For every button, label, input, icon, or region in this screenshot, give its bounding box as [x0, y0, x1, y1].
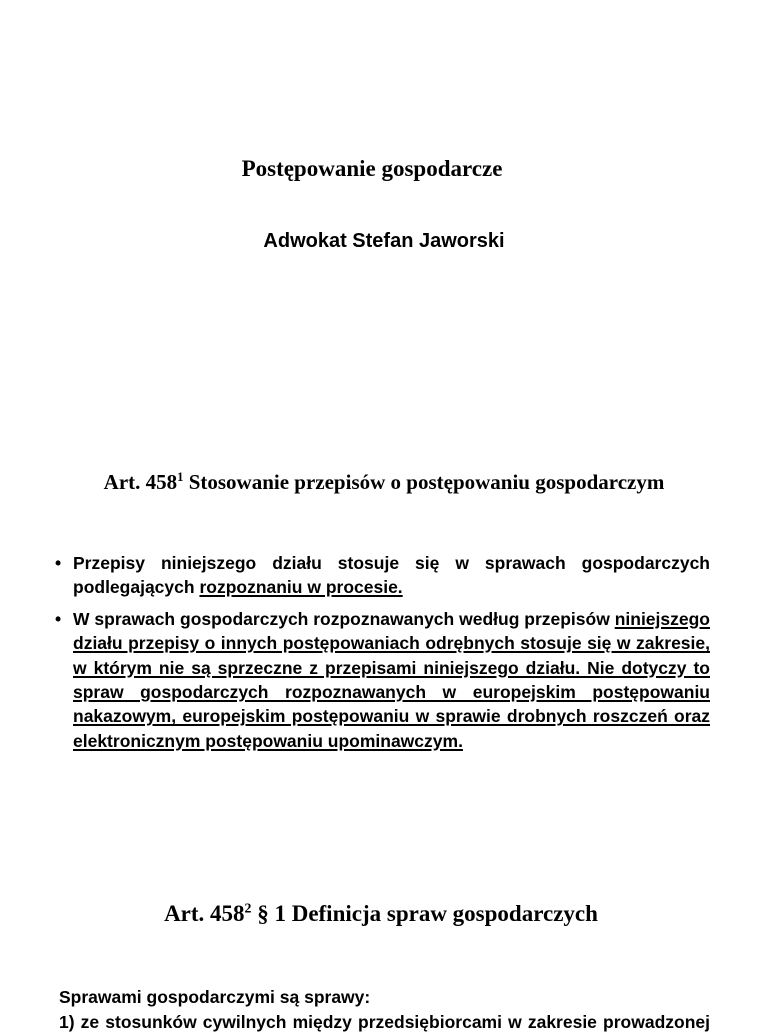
article-458-2-title: § 1 Definicja spraw gospodarczych: [251, 901, 598, 926]
article-458-1-superscript: 1: [177, 470, 184, 484]
article-458-1-bullet-list: [55, 551, 710, 753]
article-458-1-prefix: Art. 458: [103, 470, 178, 494]
document-author: Adwokat Stefan Jaworski: [263, 230, 505, 252]
bullet-mark: •: [55, 608, 62, 629]
document-title: Postępowanie gospodarcze: [241, 156, 503, 181]
bullet-item-1: [55, 551, 710, 600]
bullet-1-underlined-text: rozpoznaniu w procesie.: [199, 577, 403, 598]
article-458-2-superscript: 2: [244, 900, 252, 916]
article-458-2-prefix: Art. 458: [164, 901, 245, 926]
article-458-1-heading: [0, 470, 768, 495]
bullet-1-text: Przepisy niniejszego działu stosuje się w sprawach gospodarczych podlegających: [73, 553, 710, 598]
business-cases-intro: Sprawami gospodarczymi są sprawy:: [59, 987, 371, 1007]
bullet-2-underlined-text: niniejszego działu przepisy o innych postępowaniach odrębnych stosuje się w zakresie, w którym nie są sprzeczne z przepisami niniejszego działu. Nie dotyczy to spraw gospodarczych rozpoznawanych w europejskim postępowaniu nakazowym, europejskim postępowaniu w sprawie drobnych roszczeń oraz elektronicznym postępowaniu upominawczym.: [73, 608, 710, 751]
bullet-item-2: [55, 607, 710, 753]
article-458-1-title: Stosowanie przepisów o postępowaniu gospodarczym: [183, 470, 665, 494]
definition-point-1: 1) ze stosunków cywilnych między przedsiębiorcami w zakresie prowadzonej: [59, 1012, 710, 1032]
bullet-mark: •: [55, 553, 62, 573]
article-458-2-heading: [0, 901, 762, 927]
bullet-2-text: W sprawach gospodarczych rozpoznawanych według przepisów: [73, 608, 615, 629]
